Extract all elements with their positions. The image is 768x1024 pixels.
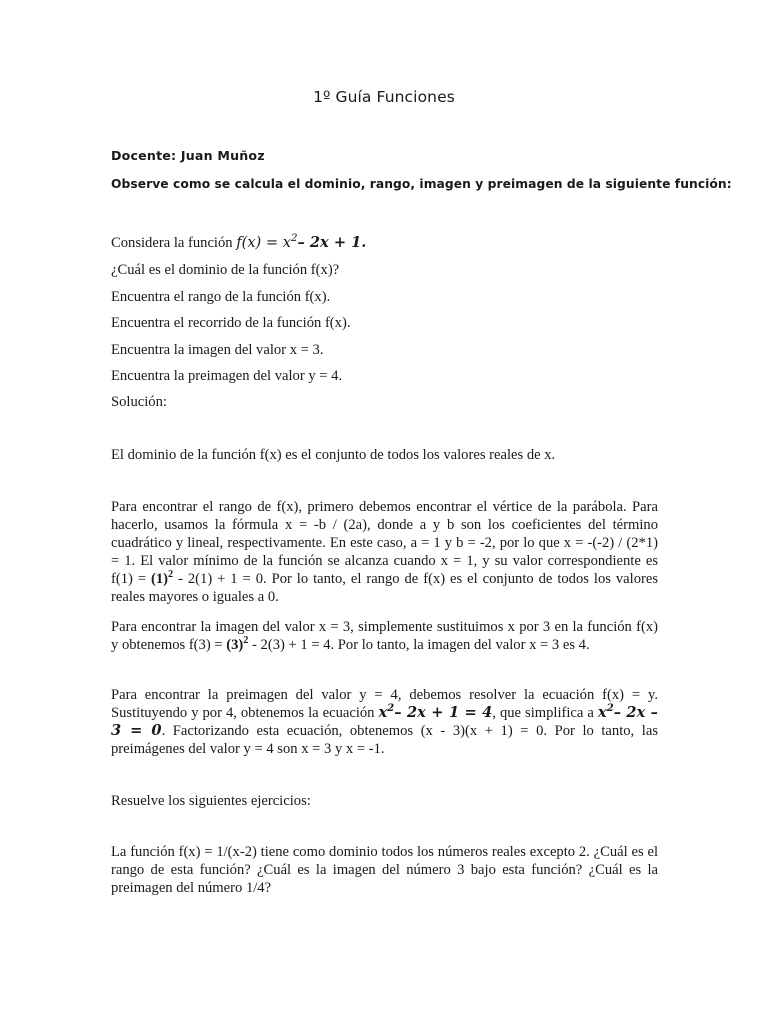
function-definition: $f(x) = x^2$ [236,233,298,251]
question-domain: ¿Cuál es el dominio de la función f(x)? [111,262,340,278]
instruction-text: Observe como se calcula el dominio, rango, imagen y preimagen de la siguiente función: [111,177,732,191]
question-image: Encuentra la imagen del valor x = 3. [111,342,324,358]
teacher-name: Docente: Juan Muñoz [111,148,265,163]
page-title: 1º Guía Funciones [313,88,455,106]
question-preimage: Encuentra la preimagen del valor y = 4. [111,368,343,384]
image-paragraph: Para encontrar la imagen del valor x = 3, simplemente sustituimos x por 3 en la función f(x) y obtenemos $f(3) = (3)^2 - 2(3) + 1 = 4$. Por lo tanto, la imagen del valor x = 3 es 4. [111,619,658,653]
exercises-label: Resuelve los siguientes ejercicios: [111,793,311,809]
question-range: Encuentra el rango de la función f(x). [111,289,331,305]
domain-answer: El dominio de la función f(x) es el conjunto de todos los valores reales de x. [111,447,556,463]
range-square: $(1)^2$ [151,569,174,587]
consider-line [111,234,366,252]
equation-one: $x^2-$ 2x + 1 = 4 [378,702,493,721]
equation-two: $x^2-$ 2x – 3 = 0 [111,702,658,739]
exercise-one: La función f(x) = 1/(x-2) tiene como dominio todos los números reales excepto 2. ¿Cuál es el rango de esta función? ¿Cuál es la imagen del número 3 bajo esta función? ¿Cuál es la preimagen del número 1/4? [111,844,658,896]
function-definition-rest: – 2x + 1. [297,234,367,251]
question-recorrido: Encuentra el recorrido de la función f(x). [111,315,351,331]
image-square: $(3)^2$ [226,635,249,653]
solution-label: Solución: [111,394,167,410]
range-paragraph: Para encontrar el rango de f(x), primero debemos encontrar el vértice de la parábola. Para hacerlo, usamos la fórmula x = -b / (2a), donde a y b son los coeficientes del término cuadrático y lineal, respectivamente. En este caso, a = 1 y b = -2, por lo que x = -(-2) / (2*1) = 1. El valor mínimo de la función se alcanza cuando x = 1, y su valor correspondiente es $f(1) = (1)^2 - 2(1) + 1 = 0$. Por lo tanto, el rango de f(x) es el conjunto de todos los valores reales mayores o iguales a 0. [111,499,659,605]
preimage-paragraph: Para encontrar la preimagen del valor y = 4, debemos resolver la ecuación f(x) = y. Sustituyendo y por 4, obtenemos la ecuación $x^2-$ 2x + 1 = 4, que simplifica a $x^2-$ 2x – 3 = 0. Factorizando esta ecuación, obtenemos (x - 3)(x + 1) = 0. Por lo tanto, las preimágenes del valor y = 4 son x = 3 y x = -1. [111,687,658,757]
consider-prefix: Considera la función [111,235,237,251]
